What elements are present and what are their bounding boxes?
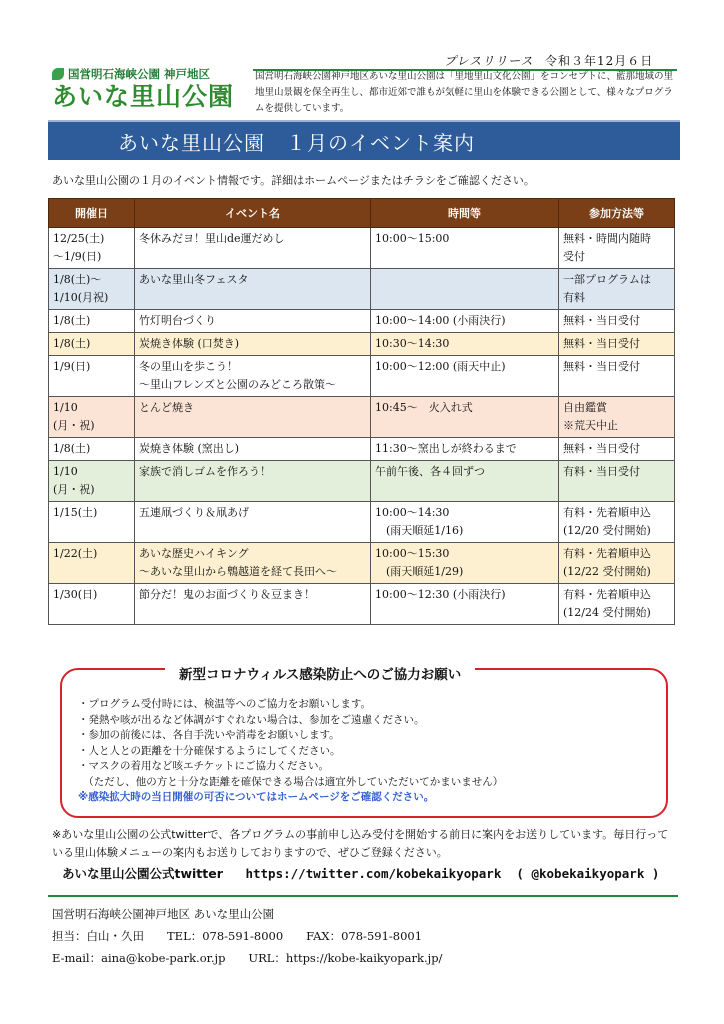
logo-subtitle <box>52 66 252 82</box>
table-row <box>49 269 675 310</box>
cell-time: 10:00～15:00 <box>371 228 559 269</box>
list-item: ・参加の前後には、各自手洗いや消毒をお願いします。 <box>78 729 340 741</box>
table-row <box>49 543 675 584</box>
cell-time: 10:00～12:30 (小雨決行) <box>371 584 559 625</box>
cell-date: 1/8(土)～ 1/10(月祝) <box>49 269 135 310</box>
logo-subtitle-text: 国営明石海峡公園 神戸地区 <box>68 67 211 81</box>
table-row <box>49 461 675 502</box>
col-header-event: イベント名 <box>135 199 371 228</box>
footer-contact: 担当：白山・久田 TEL：078-591-8000 FAX：078-591-8001 <box>52 929 423 943</box>
cell-join-method: 無料・当日受付 <box>559 310 675 333</box>
cell-event-name: 炭焼き体験 (窯出し) <box>135 438 371 461</box>
twitter-line <box>62 864 659 882</box>
cell-date: 1/30(日) <box>49 584 135 625</box>
table-row <box>49 584 675 625</box>
cell-time <box>371 269 559 310</box>
cell-time: 10:45～ 火入れ式 <box>371 397 559 438</box>
list-item: ・プログラム受付時には、検温等へのご協力をお願いします。 <box>78 698 372 710</box>
logo-title: あいな里山公園 <box>52 82 235 111</box>
list-item: （ただし、他の方と十分な距離を確保できる場合は適宜外していただいてかまいません） <box>78 775 504 788</box>
event-table <box>48 198 675 625</box>
cell-time: 10:00～12:00 (雨天中止) <box>371 356 559 397</box>
cell-event-name: 炭焼き体験 (口焚き) <box>135 333 371 356</box>
park-logo <box>52 66 252 112</box>
leaf-icon <box>52 68 64 80</box>
lead-text: あいな里山公園の１月のイベント情報です。詳細はホームページまたはチラシをご確認ください。 <box>52 174 535 187</box>
twitter-note: ※あいな里山公園の公式twitterで、各プログラムの事前申し込み受付を開始する前日に案内をお送りしています。毎日行っている里山体験メニューの案内もお送りしておりますので、ぜひご登録ください。 <box>52 828 669 859</box>
cell-date: 1/15(土) <box>49 502 135 543</box>
twitter-handle: ( @kobekaikyopark ) <box>516 866 660 881</box>
cell-time: 10:30～14:30 <box>371 333 559 356</box>
covid-notice-list <box>78 697 503 806</box>
cell-event-name: 冬の里山を歩こう！ ～里山フレンズと公園のみどころ散策～ <box>135 356 371 397</box>
cell-date: 12/25(土) ～1/9(日) <box>49 228 135 269</box>
footer-org: 国営明石海峡公園神戸地区 あいな里山公園 <box>52 907 275 921</box>
release-date: 令和３年12月６日 <box>545 54 654 68</box>
cell-event-name: あいな里山冬フェスタ <box>135 269 371 310</box>
cell-time: 10:00～15:30 (雨天順延1/29) <box>371 543 559 584</box>
cell-time: 11:30～窯出しが終わるまで <box>371 438 559 461</box>
list-item: ・人と人との距離を十分確保するようにしてください。 <box>78 744 341 757</box>
cell-event-name: 五連凧づくり＆凧あげ <box>135 502 371 543</box>
covid-notice-title: 新型コロナウィルス感染防止へのご協力お願い <box>165 663 475 683</box>
list-item: ・発熱や咳が出るなど体調がすぐれない場合は、参加をご遠慮ください。 <box>78 713 425 726</box>
cell-date: 1/10 (月・祝) <box>49 461 135 502</box>
cell-join-method: 有料・当日受付 <box>559 461 675 502</box>
footer-divider <box>48 895 678 897</box>
cell-join-method: 無料・時間内随時 受付 <box>559 228 675 269</box>
cell-join-method: 有料・先着順申込 (12/24 受付開始) <box>559 584 675 625</box>
cell-join-method: 有料・先着順申込 (12/20 受付開始) <box>559 502 675 543</box>
cell-time: 10:00～14:00 (小雨決行) <box>371 310 559 333</box>
table-row <box>49 397 675 438</box>
footer <box>52 903 442 969</box>
cell-date: 1/22(土) <box>49 543 135 584</box>
cell-event-name: 冬休みだヨ！里山de運だめし <box>135 228 371 269</box>
table-row <box>49 310 675 333</box>
cell-join-method: 無料・当日受付 <box>559 356 675 397</box>
cell-event-name: 竹灯明台づくり <box>135 310 371 333</box>
cell-join-method: 有料・先着順申込 (12/22 受付開始) <box>559 543 675 584</box>
cell-time: 午前午後、各４回ずつ <box>371 461 559 502</box>
col-header-join: 参加方法等 <box>559 199 675 228</box>
table-row <box>49 438 675 461</box>
table-row <box>49 502 675 543</box>
cell-join-method: 無料・当日受付 <box>559 438 675 461</box>
press-release-label: プレスリリース <box>444 54 534 68</box>
page-title: あいな里山公園 １月のイベント案内 <box>48 120 680 160</box>
col-header-date: 開催日 <box>49 199 135 228</box>
twitter-url-link[interactable]: https://twitter.com/kobekaikyopark <box>245 866 502 881</box>
covid-warning: ※感染拡大時の当日開催の可否についてはホームページをご確認ください。 <box>78 791 435 803</box>
twitter-label: あいな里山公園公式twitter <box>62 866 223 881</box>
footer-email-url[interactable]: E-mail：aina@kobe-park.or.jp URL：https://kobe-kaikyopark.jp/ <box>52 951 443 965</box>
intro-text: 国営明石海峡公園神戸地区あいな里山公園は「里地里山文化公園」をコンセプトに、藍那地域の里地里山景観を保全再生し、都市近郊で誰もが気軽に里山を体験できる公園として、様々なプログラムを提供しています。 <box>255 71 674 114</box>
cell-date: 1/8(土) <box>49 333 135 356</box>
table-row <box>49 356 675 397</box>
col-header-time: 時間等 <box>371 199 559 228</box>
cell-time: 10:00～14:30 (雨天順延1/16) <box>371 502 559 543</box>
list-item: ・マスクの着用など咳エチケットにご協力ください。 <box>78 760 330 772</box>
cell-date: 1/9(日) <box>49 356 135 397</box>
cell-join-method: 一部プログラムは 有料 <box>559 269 675 310</box>
cell-event-name: とんど焼き <box>135 397 371 438</box>
cell-date: 1/8(土) <box>49 438 135 461</box>
cell-join-method: 無料・当日受付 <box>559 333 675 356</box>
cell-event-name: 家族で消しゴムを作ろう！ <box>135 461 371 502</box>
cell-join-method: 自由鑑賞 ※荒天中止 <box>559 397 675 438</box>
table-header-row <box>49 199 675 228</box>
cell-date: 1/8(土) <box>49 310 135 333</box>
cell-event-name: あいな歴史ハイキング ～あいな里山から鵯越道を経て長田へ～ <box>135 543 371 584</box>
cell-event-name: 節分だ！鬼のお面づくり＆豆まき！ <box>135 584 371 625</box>
table-row <box>49 228 675 269</box>
cell-date: 1/10 (月・祝) <box>49 397 135 438</box>
table-row <box>49 333 675 356</box>
